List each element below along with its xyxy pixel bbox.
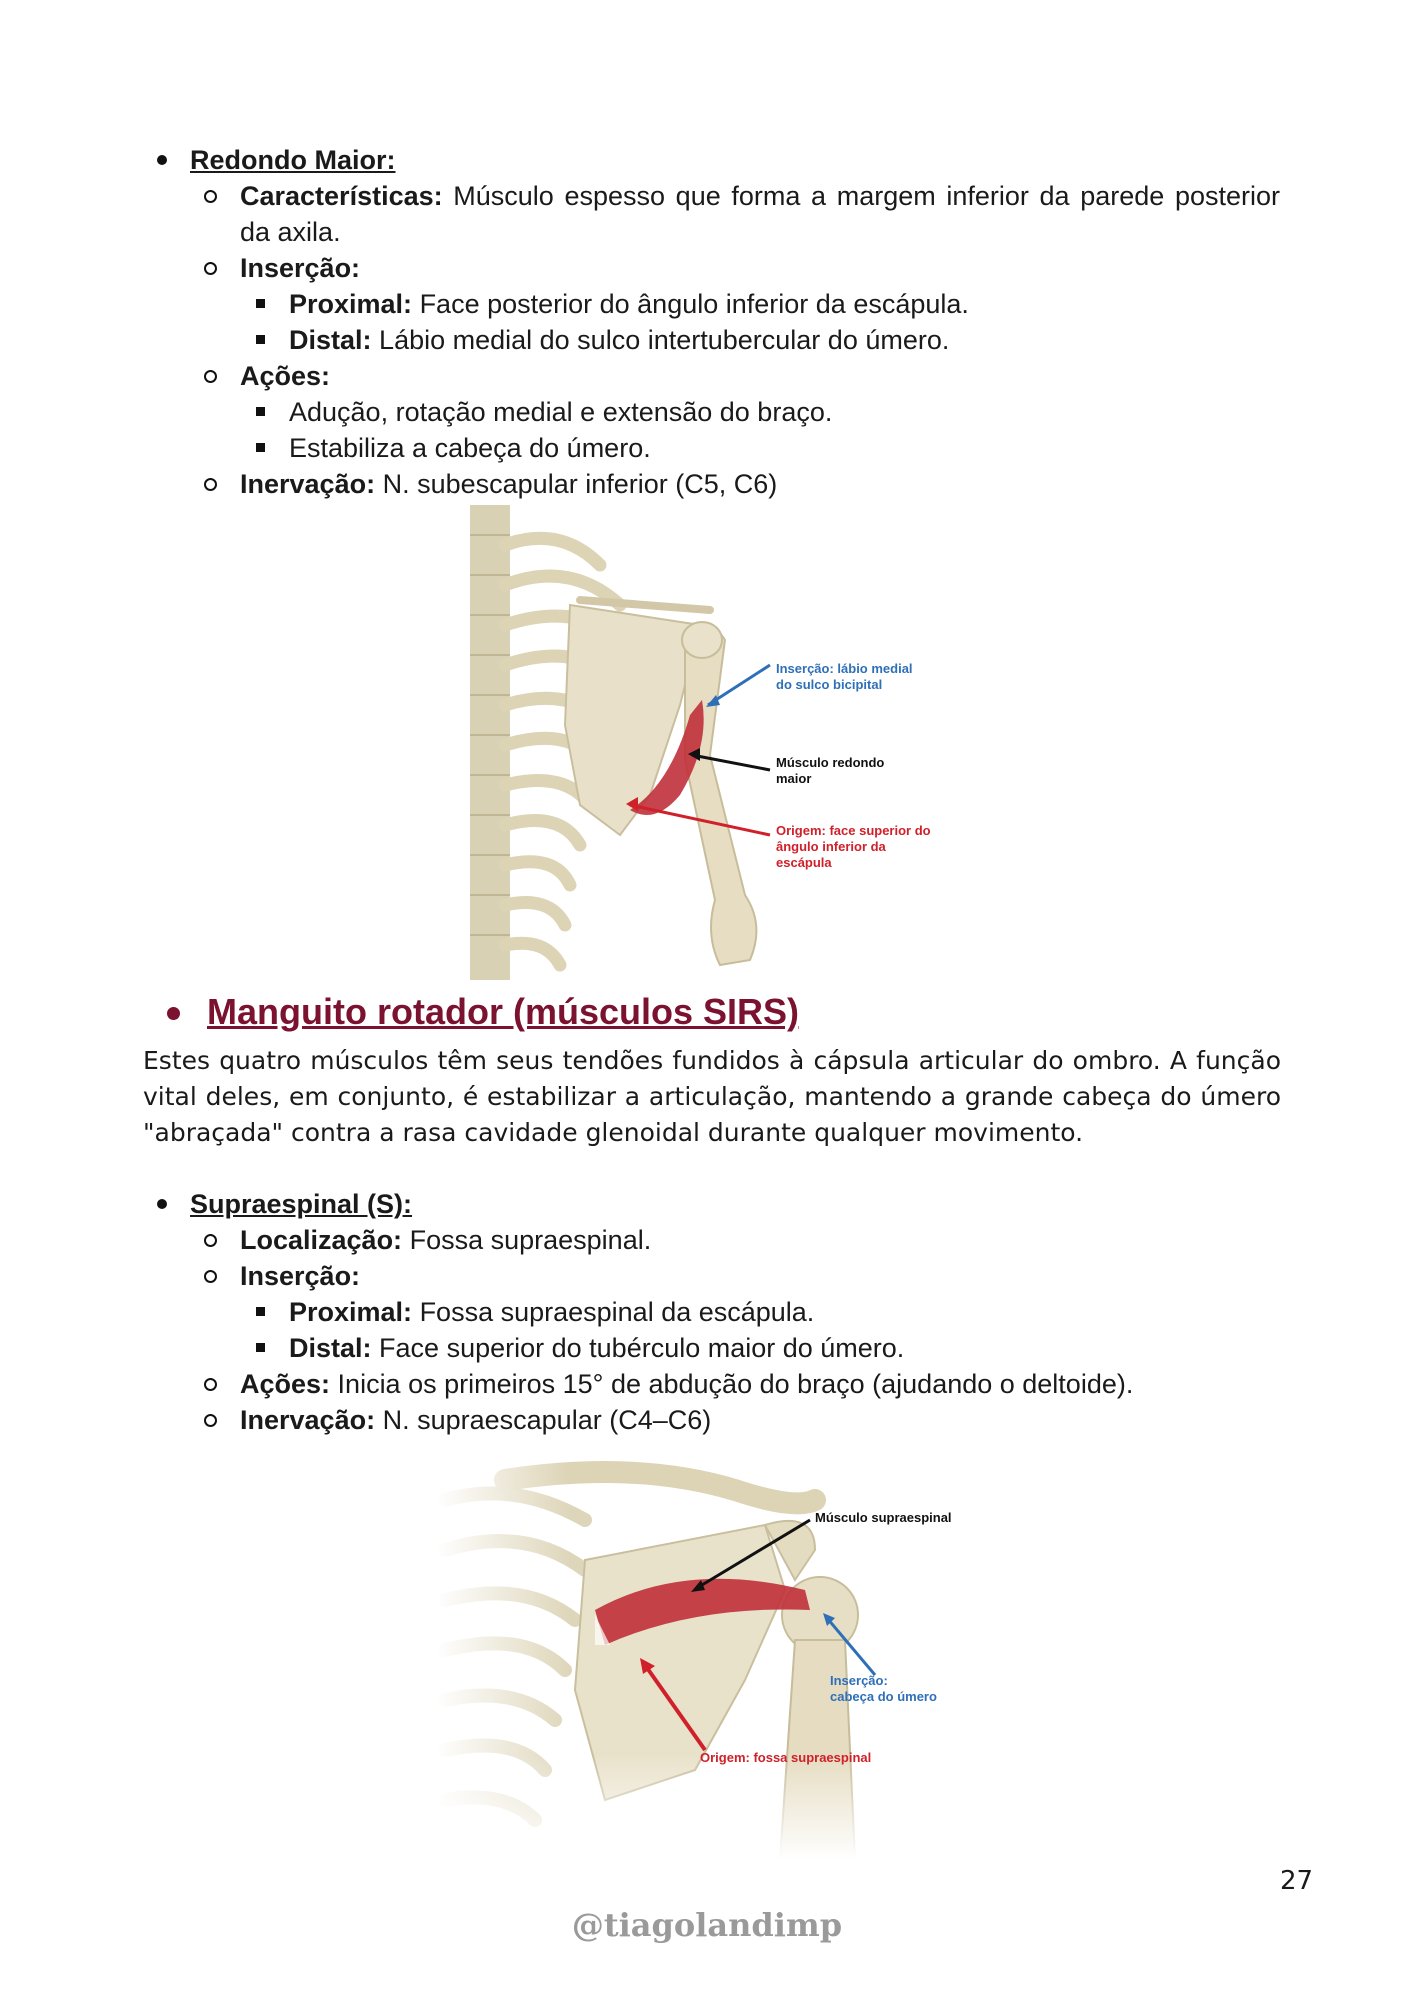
bullet-icon — [157, 155, 167, 165]
inervacao-text: N. supraescapular (C4–C6) — [382, 1405, 712, 1435]
proximal-item — [289, 286, 1279, 322]
proximal-label: Proximal: — [289, 1297, 413, 1327]
proximal-text: Fossa supraespinal da escápula. — [419, 1297, 815, 1327]
section-title: Manguito rotador (músculos SIRS) — [207, 991, 800, 1032]
section-bullet-icon — [167, 1007, 180, 1020]
distal-text: Face superior do tubérculo maior do úmero. — [379, 1333, 905, 1363]
label-origem-line2: ângulo inferior da — [776, 839, 886, 854]
acoes-label: Ações: — [240, 361, 331, 391]
acao-text: Adução, rotação medial e extensão do braço. — [289, 397, 833, 427]
label-origem-line1: Origem: face superior do — [776, 823, 931, 838]
label-musculo-supraespinal: Músculo supraespinal — [815, 1510, 952, 1525]
teres-major-illustration — [470, 505, 960, 980]
inervacao-label: Inervação: — [240, 1405, 376, 1435]
label-insercao-line2: do sulco bicipital — [776, 677, 883, 692]
acao-text: Estabiliza a cabeça do úmero. — [289, 433, 651, 463]
localizacao-label: Localização: — [240, 1225, 403, 1255]
insercao-item — [240, 250, 1280, 286]
square-bullet-icon — [256, 1343, 265, 1352]
insercao-label: Inserção: — [240, 253, 361, 283]
label-musculo-line1: Músculo redondo — [776, 755, 885, 770]
localizacao-item — [240, 1222, 1280, 1258]
circle-bullet-icon — [204, 478, 217, 491]
insercao-item — [240, 1258, 1280, 1294]
acoes-text: Inicia os primeiros 15° de abdução do braço (ajudando o deltoide). — [337, 1369, 1134, 1399]
redondo-heading-item — [190, 142, 1280, 178]
circle-bullet-icon — [204, 370, 217, 383]
distal-item — [289, 1330, 1279, 1366]
label-origem: Origem: fossa supraespinal — [700, 1750, 872, 1765]
square-bullet-icon — [256, 407, 265, 416]
square-bullet-icon — [256, 1307, 265, 1316]
square-bullet-icon — [256, 443, 265, 452]
label-insercao-line1: Inserção: lábio medial — [776, 661, 913, 676]
circle-bullet-icon — [204, 1234, 217, 1247]
inervacao-label: Inervação: — [240, 469, 376, 499]
label-origem-line3: escápula — [776, 855, 832, 870]
caracteristicas-text: Músculo espesso que forma a margem inferior da parede posterior da axila. — [240, 181, 1280, 247]
proximal-item — [289, 1294, 1279, 1330]
caracteristicas-item — [240, 178, 1280, 250]
supra-heading: Supraespinal (S): — [190, 1189, 413, 1219]
acoes-item — [240, 358, 1280, 394]
circle-bullet-icon — [204, 262, 217, 275]
acoes-item — [240, 1366, 1280, 1402]
acao-item — [289, 430, 1279, 466]
caracteristicas-label: Características: — [240, 181, 443, 211]
manguito-paragraph: Estes quatro músculos têm seus tendões fundidos à cápsula articular do ombro. A função vital deles, em conjunto, é estabilizar a articulação, mantendo a grande cabeça do úmero "abraçada" contra a rasa cavidade glenoidal durante qualquer movimento. — [143, 1046, 1281, 1147]
footer-handle: @tiagolandimp — [571, 1906, 843, 1944]
label-insercao-line1: Inserção: — [830, 1673, 888, 1688]
supra-heading-item — [190, 1186, 1280, 1222]
acao-item — [289, 394, 1279, 430]
circle-bullet-icon — [204, 190, 217, 203]
square-bullet-icon — [256, 299, 265, 308]
insercao-label: Inserção: — [240, 1261, 361, 1291]
localizacao-text: Fossa supraespinal. — [409, 1225, 652, 1255]
distal-label: Distal: — [289, 1333, 372, 1363]
label-insercao-line2: cabeça do úmero — [830, 1689, 937, 1704]
supraspinatus-illustration — [435, 1440, 980, 1860]
label-musculo-line2: maior — [776, 771, 812, 786]
distal-text: Lábio medial do sulco intertubercular do úmero. — [379, 325, 950, 355]
inervacao-item — [240, 1402, 1280, 1438]
page-number: 27 — [1280, 1866, 1314, 1896]
proximal-text: Face posterior do ângulo inferior da escápula. — [419, 289, 969, 319]
redondo-heading: Redondo Maior: — [190, 145, 396, 175]
circle-bullet-icon — [204, 1378, 217, 1391]
acoes-label: Ações: — [240, 1369, 331, 1399]
circle-bullet-icon — [204, 1414, 217, 1427]
square-bullet-icon — [256, 335, 265, 344]
proximal-label: Proximal: — [289, 289, 413, 319]
distal-item — [289, 322, 1279, 358]
circle-bullet-icon — [204, 1270, 217, 1283]
bullet-icon — [157, 1199, 167, 1209]
inervacao-text: N. subescapular inferior (C5, C6) — [382, 469, 778, 499]
inervacao-item — [240, 466, 1280, 502]
distal-label: Distal: — [289, 325, 372, 355]
